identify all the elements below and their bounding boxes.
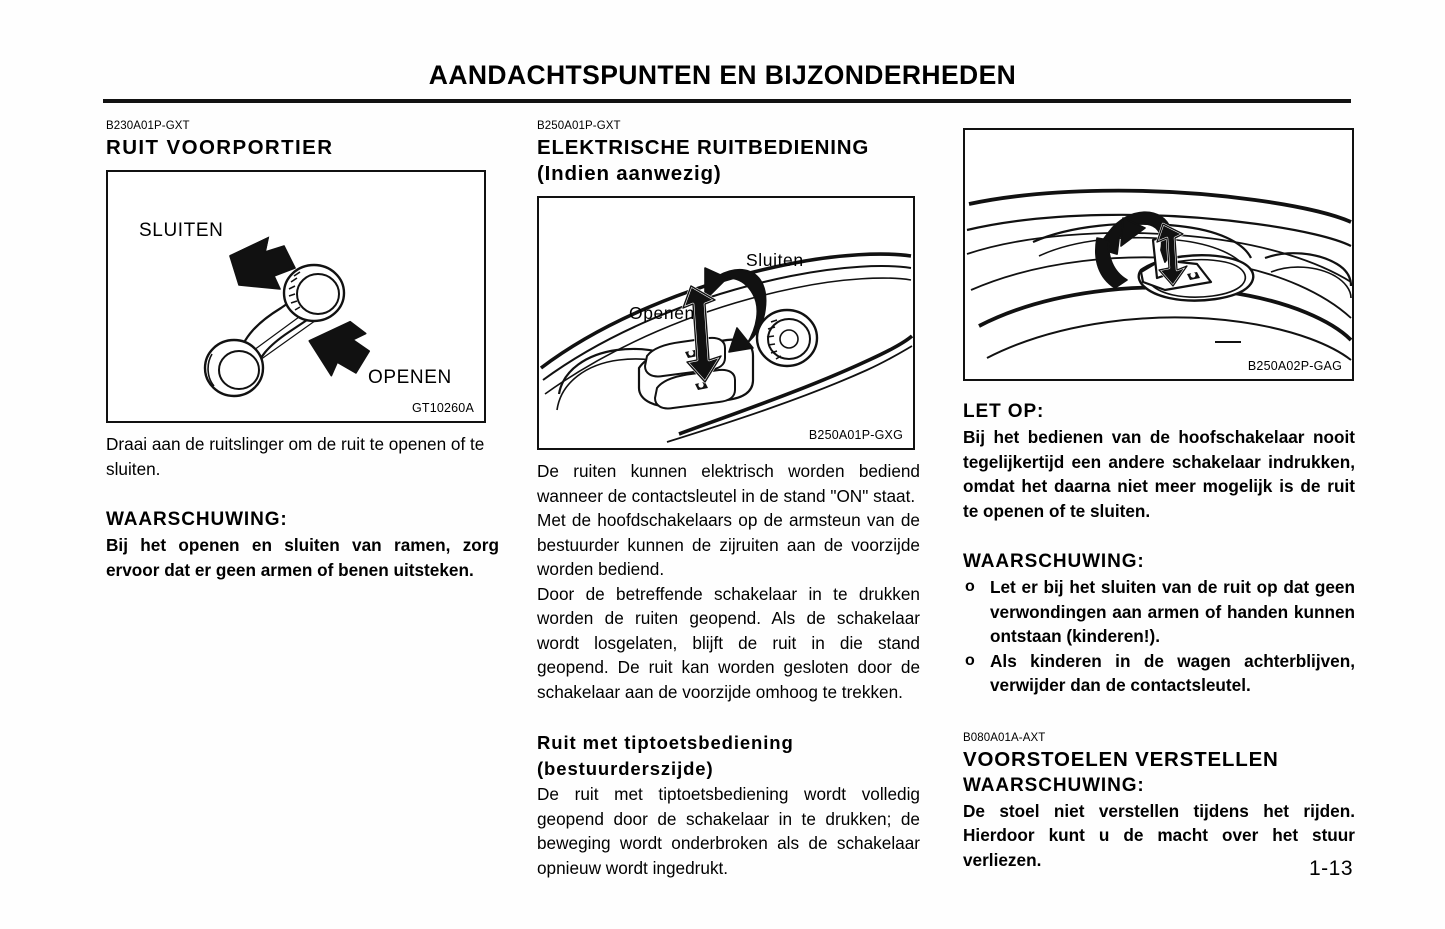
- right-warning-list: [963, 575, 1355, 698]
- right-seats-warning-heading: WAARSCHUWING:: [963, 774, 1145, 796]
- middle-section-heading-line1: ELEKTRISCHE RUITBEDIENING: [537, 136, 870, 159]
- figure-code-middle: B250A01P-GXG: [808, 428, 903, 442]
- figure-label-sluiten: SLUITEN: [139, 220, 224, 241]
- list-item: [963, 649, 1355, 698]
- left-section-heading: RUIT VOORPORTIER: [106, 136, 334, 159]
- left-warning-body: Bij het openen en sluiten van ramen, zorg ervoor dat er geen armen of benen uitsteken.: [106, 535, 499, 580]
- figure-code-right: B250A02P-GAG: [1247, 359, 1342, 373]
- column-right: [963, 128, 1355, 872]
- middle-subheading-line1: Ruit met tiptoetsbediening: [537, 732, 794, 753]
- figure-power-window-switches: [537, 196, 915, 450]
- right-note-body: Bij het bedienen van de hoofschakelaar nooit tegelijkertijd een andere schakelaar indrukken, omdat het daarna niet meer mogelijk is de ruit te openen of te sluiten.: [963, 427, 1355, 521]
- page-title: AANDACHTSPUNTEN EN BIJZONDERHEDEN: [428, 60, 1017, 90]
- column-middle: [537, 120, 920, 880]
- bullet-marker: o: [965, 651, 975, 669]
- passenger-door-switch-icon: [965, 130, 1352, 379]
- figure-window-crank: [106, 170, 486, 423]
- middle-subheading-line2: (bestuurderszijde): [537, 758, 714, 779]
- page-number: 1-13: [1308, 857, 1353, 880]
- figure-label-sluiten-middle: Sluiten: [746, 250, 804, 270]
- left-warning-heading: WAARSCHUWING:: [106, 509, 288, 530]
- figure-label-openen: OPENEN: [368, 367, 452, 388]
- left-ref-code: B230A01P-GXT: [106, 120, 190, 132]
- list-item-text: Als kinderen in de wagen achterblijven, verwijder dan de contactsleutel.: [990, 650, 1355, 695]
- right-seats-heading: VOORSTOELEN VERSTELLEN: [963, 747, 1279, 771]
- middle-paragraph-3: Door de betreffende schakelaar in te drukken worden de ruiten geopend. Als de schakelaar wordt losgelaten, blijft de ruit in die stand geopend. De ruit kan worden gesloten door de schakelaar aan de voorzijde omhoog te trekken.: [537, 583, 920, 702]
- middle-ref-code: B250A01P-GXT: [537, 120, 621, 132]
- figure-passenger-window-switch: [963, 128, 1354, 381]
- right-seats-ref-code: B080A01A-AXT: [963, 731, 1046, 744]
- figure-code-left: GT10260A: [411, 401, 474, 415]
- right-seats-warning-body: De stoel niet verstellen tijdens het rijden. Hierdoor kunt u de macht over het stuur verliezen.: [963, 800, 1355, 870]
- list-item: [963, 575, 1355, 649]
- left-intro-text: Draai aan de ruitslinger om de ruit te openen of te sluiten.: [106, 434, 485, 479]
- middle-section-heading-line2: (Indien aanwezig): [537, 162, 722, 185]
- right-warning-heading: WAARSCHUWING:: [963, 551, 1145, 572]
- bullet-marker: o: [965, 578, 975, 595]
- figure-label-openen-middle: Openen: [629, 303, 695, 323]
- middle-paragraph-4: De ruit met tiptoetsbediening wordt volledig geopend door de schakelaar in te drukken; de beweging wordt onderbroken als de schakelaar opnieuw wordt ingedrukt.: [537, 784, 920, 878]
- list-item-text: Let er bij het sluiten van de ruit op dat geen verwondingen aan armen of handen kunnen ontstaan (kinderen!).: [990, 577, 1355, 646]
- middle-paragraph-1: De ruiten kunnen elektrisch worden bediend wanneer de contactsleutel in de stand "ON" staat.: [537, 461, 920, 506]
- driver-armrest-switches-icon: [539, 198, 913, 448]
- column-left: [106, 120, 499, 582]
- header-divider: [103, 99, 1351, 103]
- middle-paragraph-2: Met de hoofdschakelaars op de armsteun van de bestuurder kunnen de zijruiten aan de voorzijde worden bediend.: [537, 510, 920, 579]
- right-note-heading: LET OP:: [963, 401, 1045, 422]
